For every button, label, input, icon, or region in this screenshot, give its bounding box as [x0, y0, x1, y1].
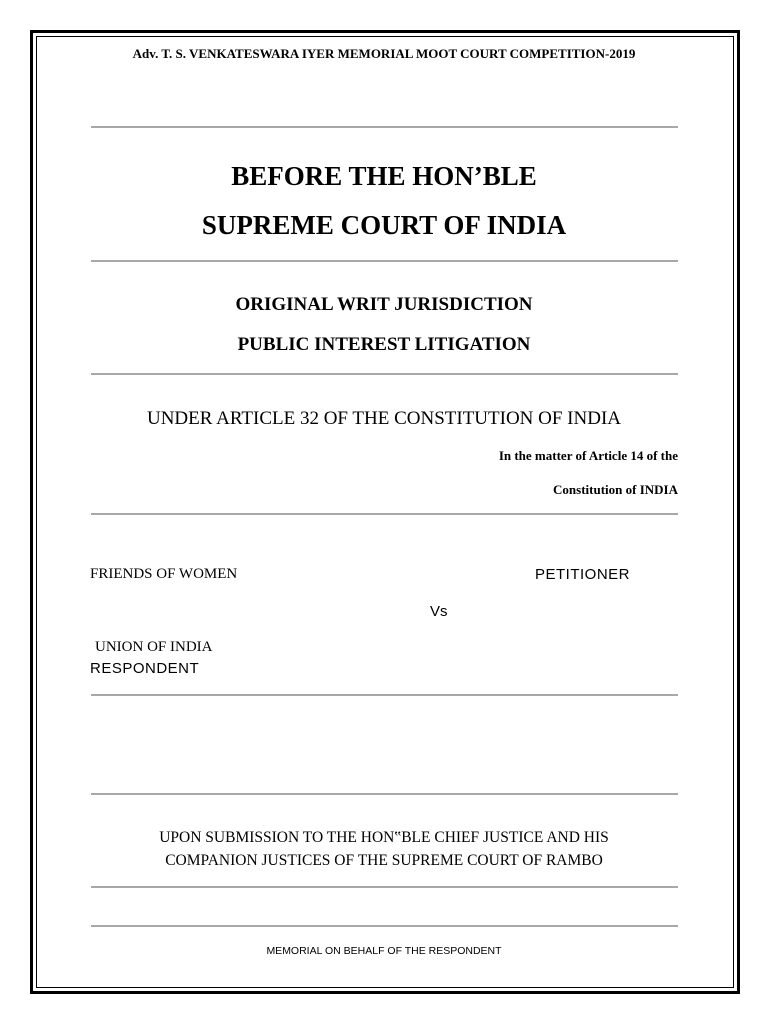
- submission-line1: UPON SUBMISSION TO THE HON‟BLE CHIEF JUSTICE AND HIS: [159, 829, 609, 846]
- divider: [91, 126, 678, 128]
- submission-line2: COMPANION JUSTICES OF THE SUPREME COURT OF RAMBO: [165, 852, 603, 869]
- petitioner-name: FRIENDS OF WOMEN: [90, 566, 238, 582]
- divider: [91, 694, 678, 696]
- matter-line1: In the matter of Article 14 of the: [498, 448, 678, 463]
- court-title-line2: SUPREME COURT OF INDIA: [201, 210, 567, 240]
- respondent-name: UNION OF INDIA: [95, 639, 213, 655]
- divider: [91, 886, 678, 888]
- memorial-footer: MEMORIAL ON BEHALF OF THE RESPONDENT: [266, 945, 502, 957]
- versus-label: Vs: [430, 603, 448, 620]
- article-heading: UNDER ARTICLE 32 OF THE CONSTITUTION OF INDIA: [146, 408, 622, 429]
- petitioner-role: PETITIONER: [535, 566, 631, 583]
- divider: [91, 373, 678, 375]
- competition-header: Adv. T. S. VENKATESWARA IYER MEMORIAL MOOT COURT COMPETITION-2019: [132, 46, 636, 61]
- divider: [91, 925, 678, 927]
- court-title-line1: BEFORE THE HON’BLE: [231, 161, 537, 191]
- respondent-role: RESPONDENT: [90, 660, 200, 677]
- matter-line2: Constitution of INDIA: [553, 482, 678, 497]
- divider: [91, 260, 678, 262]
- divider: [91, 793, 678, 795]
- divider: [91, 513, 678, 515]
- jurisdiction-line2: PUBLIC INTEREST LITIGATION: [237, 334, 531, 355]
- jurisdiction-line1: ORIGINAL WRIT JURISDICTION: [235, 294, 533, 315]
